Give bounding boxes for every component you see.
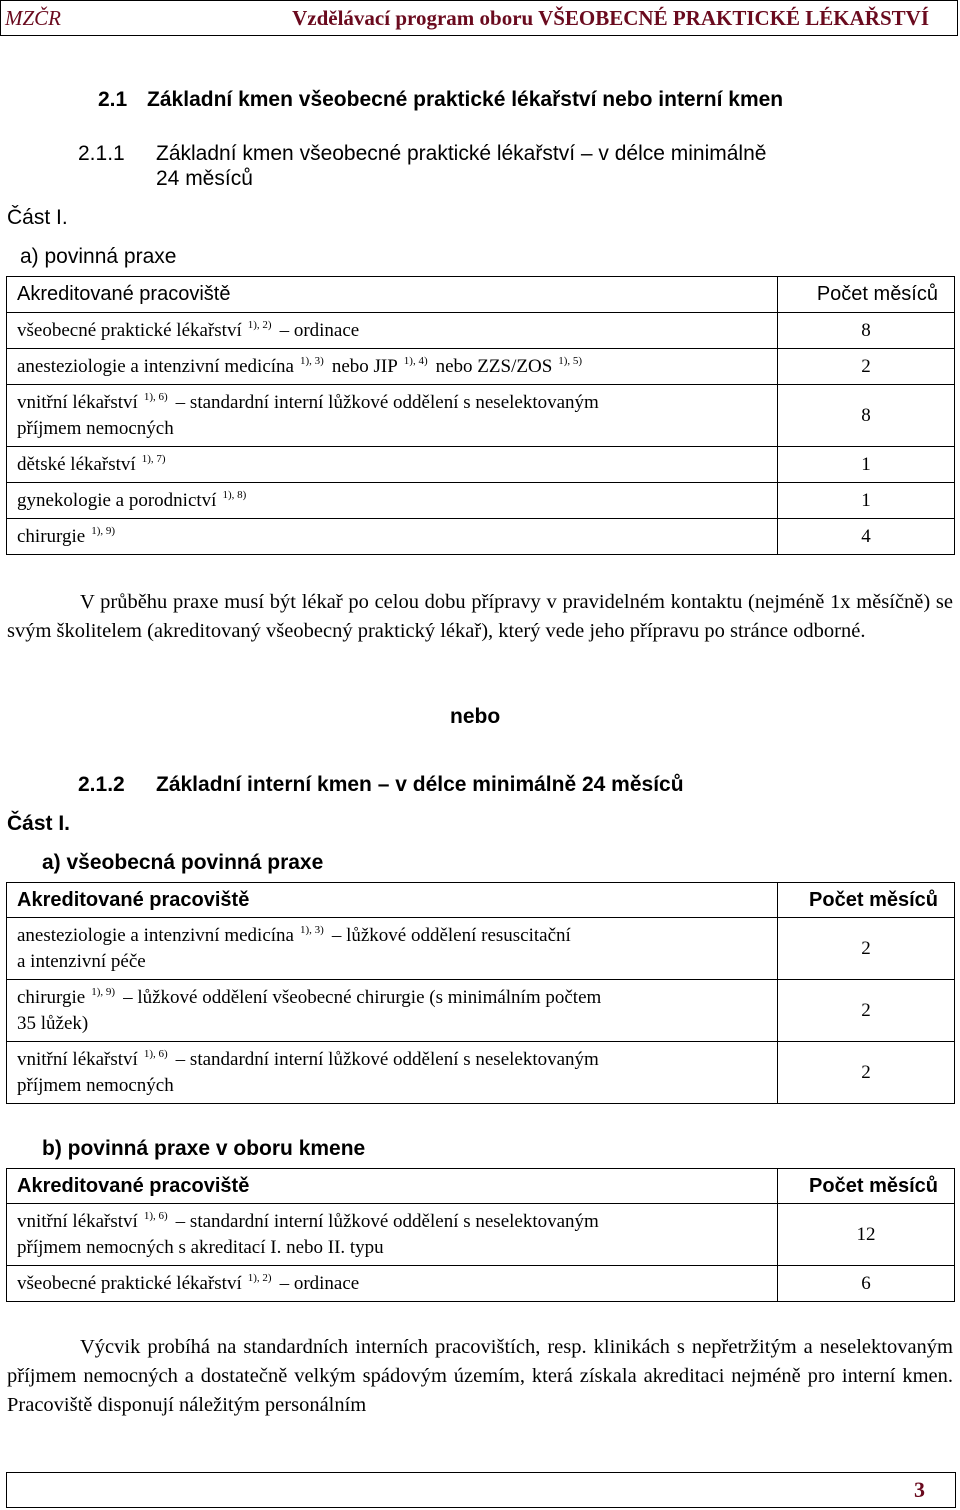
table-header-row (7, 883, 955, 918)
footnote-ref: 1), 2) (247, 318, 272, 331)
section-title: Základní kmen všeobecné praktické lékařství nebo interní kmen (147, 88, 784, 111)
row-text: chirurgie (17, 525, 86, 547)
row-value: 2 (778, 918, 955, 980)
footnote-ref: 1), 6) (143, 1047, 168, 1060)
footnote-ref: 1), 5) (558, 354, 583, 367)
row-text: příjmem nemocných (17, 417, 174, 439)
row-text: gynekologie a porodnictví (17, 489, 217, 511)
sub1-heading (78, 142, 125, 166)
col-header-months: Počet měsíců (778, 277, 955, 313)
table-row (7, 1042, 955, 1104)
row-value: 4 (778, 519, 955, 555)
row-text: nebo ZZS/ZOS (435, 355, 553, 377)
row-value: 2 (778, 349, 955, 385)
row-text: anesteziologie a intenzivní medicína (17, 924, 294, 946)
row-label (7, 385, 778, 447)
row-text: vnitřní lékařství (17, 1210, 138, 1232)
row-text: a intenzivní péče (17, 950, 146, 972)
row-text: – standardní interní lůžkové oddělení s neselektovaným (175, 1048, 599, 1070)
table-row (7, 385, 955, 447)
footnote-ref: 1), 9) (91, 524, 116, 537)
sub1-title-line1: Základní kmen všeobecné praktické lékařství – v délce minimálně (156, 142, 767, 165)
row-text: dětské lékařství (17, 453, 136, 475)
sub1-paragraph: V průběhu praxe musí být lékař po celou dobu přípravy v pravidelném kontaktu (nejméně 1x měsíčně) se svým školitelem (akreditovaný všeobecný praktický lékař), který vede jeho přípravu po stránce odborné. (7, 591, 953, 642)
page-footer (6, 1472, 956, 1508)
row-value: 6 (778, 1266, 955, 1302)
row-label (7, 349, 778, 385)
footnote-ref: 1), 6) (143, 1209, 168, 1222)
sub2-part-label: Část I. (7, 812, 71, 835)
footnote-ref: 1), 7) (141, 452, 166, 465)
table-row (7, 483, 955, 519)
row-label (7, 918, 778, 980)
table-row (7, 313, 955, 349)
row-value: 8 (778, 313, 955, 349)
sub2-paragraph: Výcvik probíhá na standardních interních pracovištích, resp. klinikách s nepřetržitým a neselektovaným příjmem nemocných a dostatečně velkým spádovým územím, která získala akreditaci nejméně pro interní kmen. Pracoviště disponují náležitým personálním (7, 1336, 953, 1416)
footnote-ref: 1), 3) (299, 923, 324, 936)
footnote-ref: 1), 3) (299, 354, 324, 367)
row-text: – ordinace (279, 1272, 360, 1294)
nebo-separator: nebo (450, 705, 501, 728)
row-value: 2 (778, 1042, 955, 1104)
page-header (0, 0, 958, 36)
col-header-months: Počet měsíců (778, 883, 955, 918)
footnote-ref: 1), 6) (143, 390, 168, 403)
col-header-months: Počet měsíců (778, 1169, 955, 1204)
row-value: 12 (778, 1204, 955, 1266)
table-header-row (7, 1169, 955, 1204)
row-value: 1 (778, 447, 955, 483)
table-header-row (7, 277, 955, 313)
footnote-ref: 1), 4) (403, 354, 428, 367)
row-label (7, 1042, 778, 1104)
row-label (7, 313, 778, 349)
row-text: – lůžkové oddělení všeobecné chirurgie (s minimálním počtem (123, 986, 602, 1008)
col-header-workplace: Akreditované pracoviště (7, 883, 778, 918)
row-text: chirurgie (17, 986, 86, 1008)
table-row (7, 1204, 955, 1266)
sub1-subhead: a) povinná praxe (20, 245, 177, 268)
sub1-title-line2: 24 měsíců (156, 167, 253, 190)
sub2-subhead-b: b) povinná praxe v oboru kmene (42, 1137, 366, 1160)
table-sub2-a (6, 882, 955, 1104)
table-sub1 (6, 276, 955, 555)
row-value: 8 (778, 385, 955, 447)
header-left: MZČR (5, 6, 62, 30)
table-sub2-b (6, 1168, 955, 1302)
section-number: 2.1 (98, 88, 128, 111)
row-text: příjmem nemocných s akreditací I. nebo II. typu (17, 1236, 384, 1258)
table-row (7, 1266, 955, 1302)
footnote-ref: 1), 9) (91, 985, 116, 998)
footnote-ref: 1), 2) (247, 1271, 272, 1284)
sub1-part-label: Část I. (7, 206, 68, 229)
row-label (7, 1266, 778, 1302)
row-label (7, 483, 778, 519)
footnote-ref: 1), 8) (222, 488, 247, 501)
row-label (7, 980, 778, 1042)
row-text: – standardní interní lůžkové oddělení s neselektovaným (175, 391, 599, 413)
table-row (7, 918, 955, 980)
sub1-number: 2.1.1 (78, 142, 125, 165)
row-text: všeobecné praktické lékařství (17, 319, 242, 341)
row-label (7, 519, 778, 555)
page-number: 3 (914, 1477, 925, 1502)
row-text: všeobecné praktické lékařství (17, 1272, 242, 1294)
header-title: Vzdělávací program oboru VŠEOBECNÉ PRAKTICKÉ LÉKAŘSTVÍ (292, 6, 929, 30)
sub2-number: 2.1.2 (78, 773, 125, 796)
col-header-workplace: Akreditované pracoviště (7, 277, 778, 313)
row-text: – standardní interní lůžkové oddělení s neselektovaným (175, 1210, 599, 1232)
sub2-subhead-a: a) všeobecná povinná praxe (42, 851, 324, 874)
row-text: vnitřní lékařství (17, 391, 138, 413)
row-text: – lůžkové oddělení resuscitační (331, 924, 571, 946)
row-label (7, 447, 778, 483)
row-text: vnitřní lékařství (17, 1048, 138, 1070)
row-text: – ordinace (279, 319, 360, 341)
row-text: nebo JIP (331, 355, 398, 377)
table-row (7, 349, 955, 385)
section-heading (98, 88, 783, 112)
col-header-workplace: Akreditované pracoviště (7, 1169, 778, 1204)
table-row (7, 447, 955, 483)
row-text: anesteziologie a intenzivní medicína (17, 355, 294, 377)
row-label (7, 1204, 778, 1266)
table-row (7, 519, 955, 555)
row-text: příjmem nemocných (17, 1074, 174, 1096)
row-text: 35 lůžek) (17, 1012, 89, 1034)
row-value: 1 (778, 483, 955, 519)
sub2-title: Základní interní kmen – v délce minimálně 24 měsíců (156, 773, 684, 796)
row-value: 2 (778, 980, 955, 1042)
table-row (7, 980, 955, 1042)
